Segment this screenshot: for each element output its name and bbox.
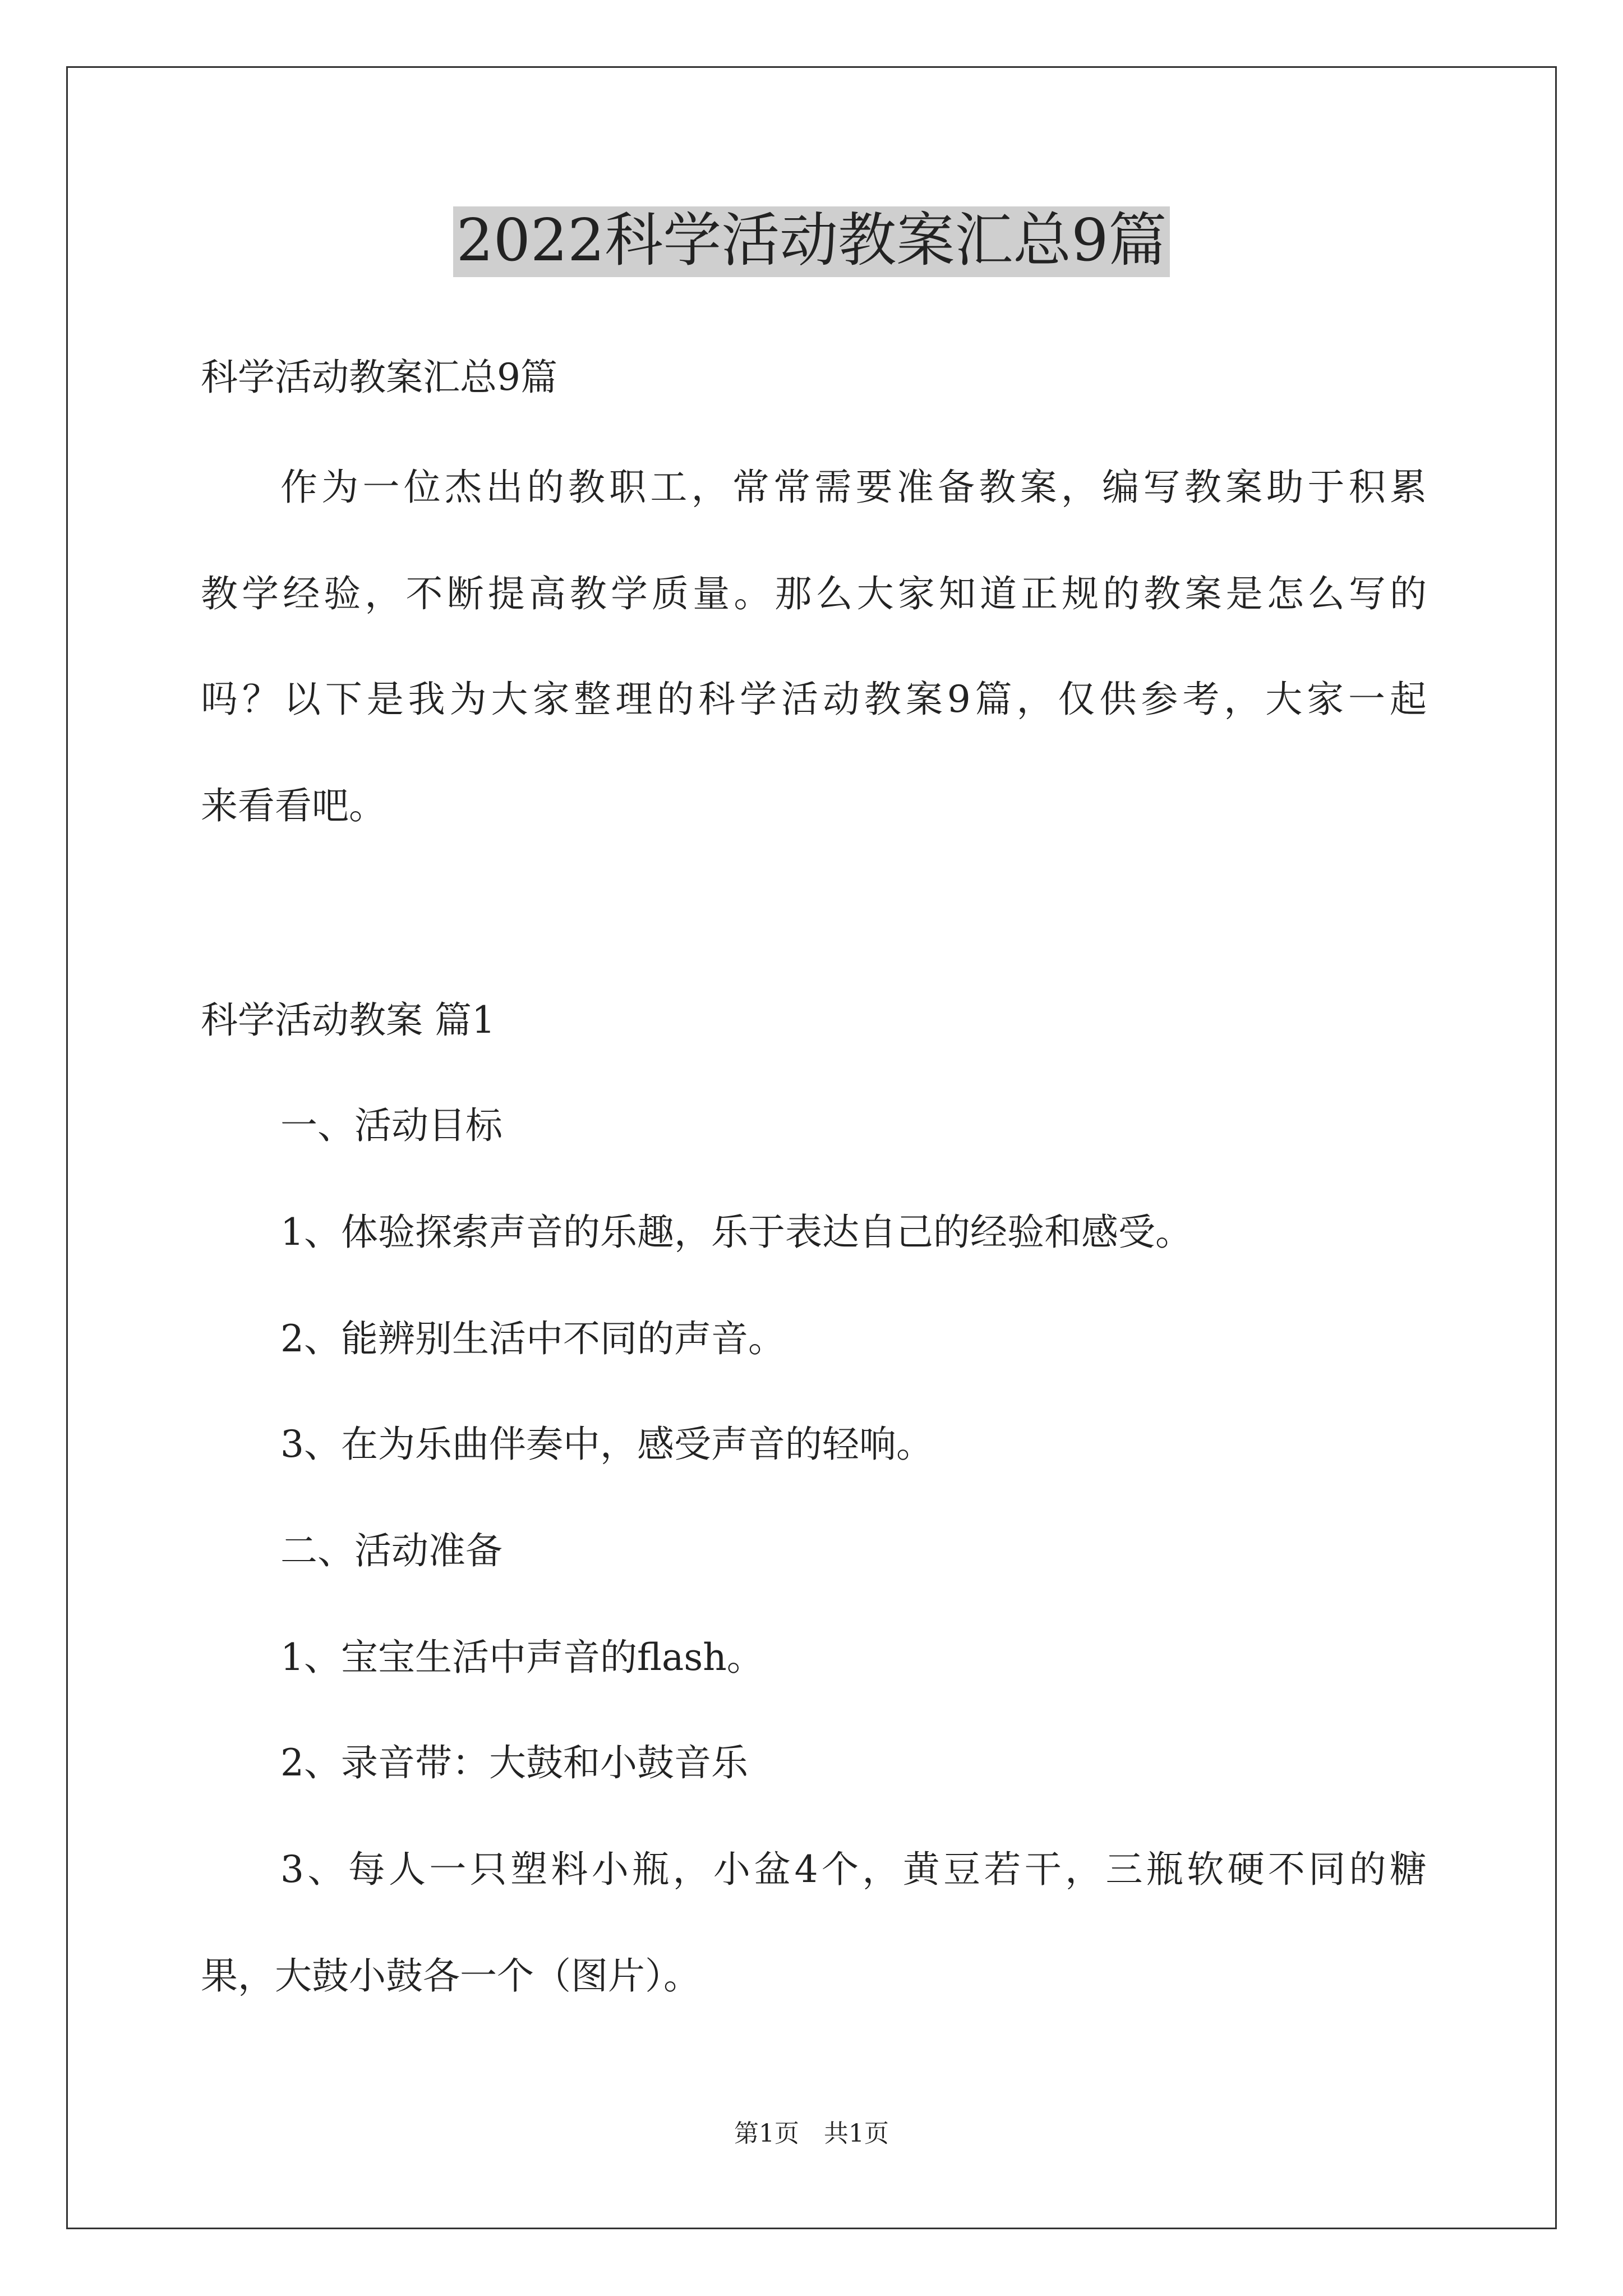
intro-line-1: 作为一位杰出的教职工，常常需要准备教案，编写教案助于积累: [280, 466, 1427, 509]
document-subtitle: 科学活动教案汇总9篇: [201, 356, 557, 399]
intro-line-4: 来看看吧。: [201, 784, 386, 827]
intro-line-3: 吗？以下是我为大家整理的科学活动教案9篇，仅供参考，大家一起: [201, 678, 1427, 721]
body-line-5: 二、活动准备: [280, 1529, 502, 1572]
body-line-4: 3、在为乐曲伴奏中，感受声音的轻响。: [280, 1423, 933, 1466]
body-line-6: 1、宝宝生活中声音的flash。: [280, 1636, 764, 1679]
document-title: [0, 206, 1623, 277]
body-line-3: 2、能辨别生活中不同的声音。: [280, 1317, 785, 1360]
body-line-8: 3、每人一只塑料小瓶，小盆4个，黄豆若干，三瓶软硬不同的糖: [280, 1848, 1427, 1891]
document-title-text: 2022科学活动教案汇总9篇: [453, 206, 1170, 277]
body-line-1: 一、活动目标: [280, 1104, 502, 1147]
intro-line-2: 教学经验，不断提高教学质量。那么大家知道正规的教案是怎么写的: [201, 572, 1427, 615]
body-line-2: 1、体验探索声音的乐趣，乐于表达自己的经验和感受。: [280, 1211, 1192, 1254]
body-line-7: 2、录音带：大鼓和小鼓音乐: [280, 1741, 748, 1784]
section-heading: 科学活动教案 篇1: [201, 999, 495, 1042]
page-footer: 第1页 共1页: [734, 2119, 889, 2148]
body-line-9: 果，大鼓小鼓各一个（图片）。: [201, 1954, 700, 1998]
